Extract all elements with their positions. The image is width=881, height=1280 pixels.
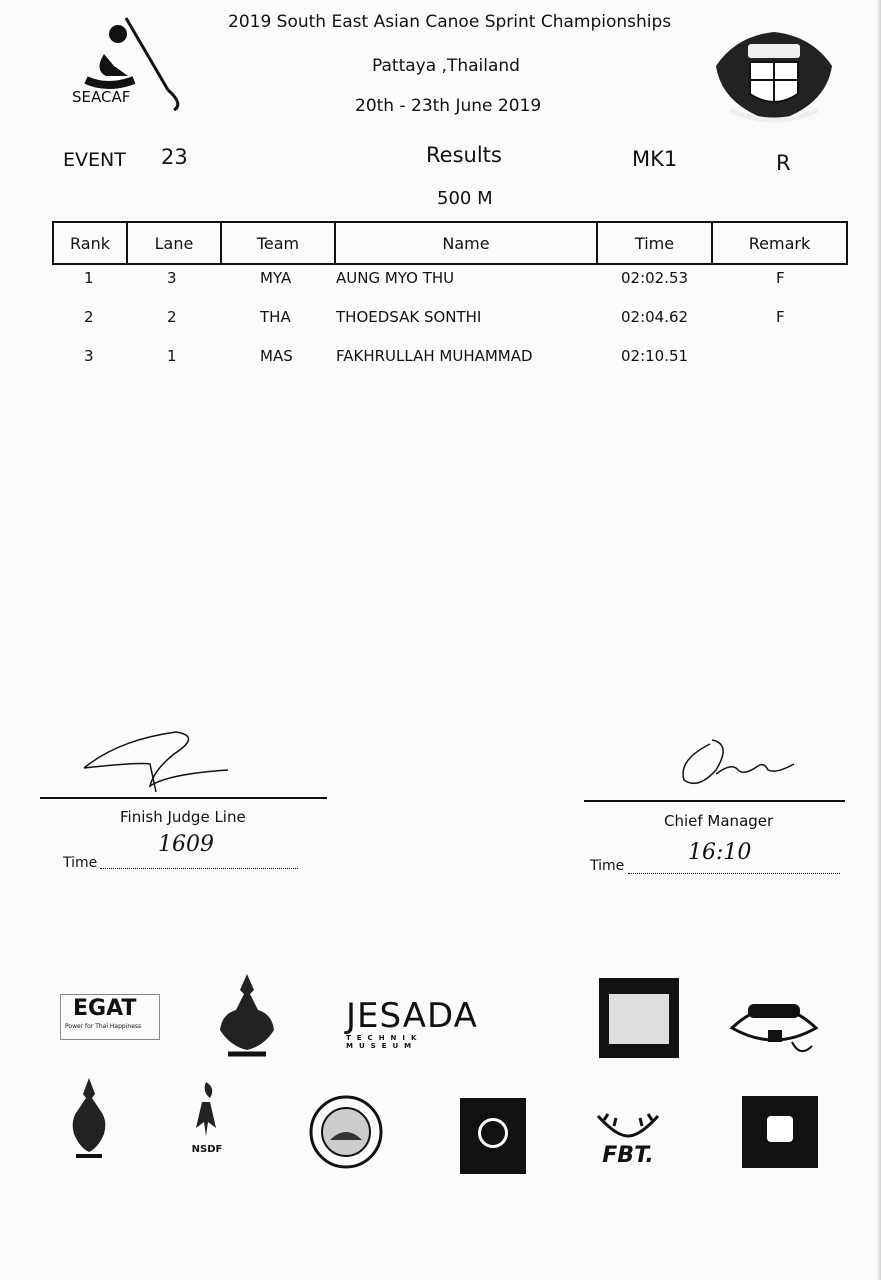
crest-emblem-icon	[706, 26, 842, 126]
results-heading: Results	[426, 143, 502, 167]
org-label: SEACAF	[72, 88, 131, 106]
time-cell: 02:10.51	[621, 347, 689, 365]
left-time-handwritten: 1609	[158, 832, 214, 857]
name-cell: THOEDSAK SONTHI	[336, 308, 482, 326]
team-cell: MYA	[260, 269, 292, 287]
lane-cell: 2	[167, 308, 177, 326]
fbt-logo	[592, 1110, 664, 1170]
egat-logo	[60, 994, 160, 1040]
right-time-dots	[628, 873, 840, 874]
jesada-tagline: TECHNIK MUSEUM	[346, 1034, 423, 1050]
jesada-logo	[346, 996, 492, 1050]
event-category: MK1	[632, 147, 678, 171]
championship-title: 2019 South East Asian Canoe Sprint Championships	[228, 12, 672, 32]
lane-cell: 1	[167, 347, 177, 365]
finish-judge-role: Finish Judge Line	[120, 808, 246, 826]
event-label: EVENT	[63, 149, 126, 171]
col-remark: Remark	[748, 233, 811, 253]
chief-manager-signature	[672, 730, 802, 792]
name-cell: AUNG MYO THU	[336, 269, 455, 287]
signature-line-left	[40, 797, 327, 799]
time-cell: 02:04.62	[621, 308, 689, 326]
left-time-dots	[100, 868, 298, 869]
insurance-logo	[599, 978, 679, 1058]
name-cell: FAKHRULLAH MUHAMMAD	[336, 347, 533, 365]
nsdf-logo	[172, 1078, 242, 1170]
finish-judge-signature	[78, 726, 238, 796]
event-round: R	[776, 151, 791, 175]
signature-line-right	[584, 800, 845, 802]
page-edge-shadow	[877, 0, 881, 1280]
jesada-name: JESADA	[346, 996, 478, 1036]
col-rank: Rank	[54, 223, 128, 263]
event-distance: 500 M	[437, 188, 493, 209]
lane-cell: 3	[167, 269, 177, 287]
thai-bank-logo	[742, 1096, 818, 1168]
seacaf-logo	[66, 12, 196, 112]
col-team: Team	[222, 223, 336, 263]
col-name: Name	[336, 223, 598, 263]
rank-cell: 2	[84, 308, 94, 326]
rank-cell: 1	[84, 269, 94, 287]
col-time: Time	[598, 223, 713, 263]
university-seal-logo	[308, 1094, 384, 1170]
chief-manager-role: Chief Manager	[664, 812, 774, 830]
thai-emblem-logo	[214, 970, 280, 1062]
table-row	[0, 308, 881, 332]
nsdf-name: NSDF	[191, 1144, 223, 1155]
event-number: 23	[161, 145, 188, 169]
laurel-icon	[592, 1110, 664, 1140]
right-time-handwritten: 16:10	[688, 840, 752, 865]
time-cell: 02:02.53	[621, 269, 689, 287]
farm-logo	[728, 992, 820, 1064]
rank-cell: 3	[84, 347, 94, 365]
navy-emblem-logo	[68, 1076, 110, 1164]
egat-name: EGAT	[73, 996, 137, 1021]
right-time-label: Time	[590, 858, 625, 874]
thai-crest-logo	[706, 26, 842, 126]
remark-cell: F	[776, 308, 785, 326]
team-cell: THA	[260, 308, 291, 326]
results-table-header	[52, 221, 848, 265]
location: Pattaya ,Thailand	[372, 56, 520, 76]
dates: 20th - 23th June 2019	[355, 96, 542, 116]
table-row	[0, 269, 881, 293]
savings-bank-logo	[460, 1098, 526, 1174]
remark-cell: F	[776, 269, 785, 287]
table-row	[0, 347, 881, 371]
col-lane: Lane	[128, 223, 222, 263]
torch-figure-icon	[172, 1078, 242, 1140]
egat-tagline: Power for Thai Happiness	[65, 1023, 142, 1030]
team-cell: MAS	[260, 347, 293, 365]
left-time-label: Time	[63, 855, 98, 871]
fbt-name: FBT.	[602, 1143, 654, 1168]
